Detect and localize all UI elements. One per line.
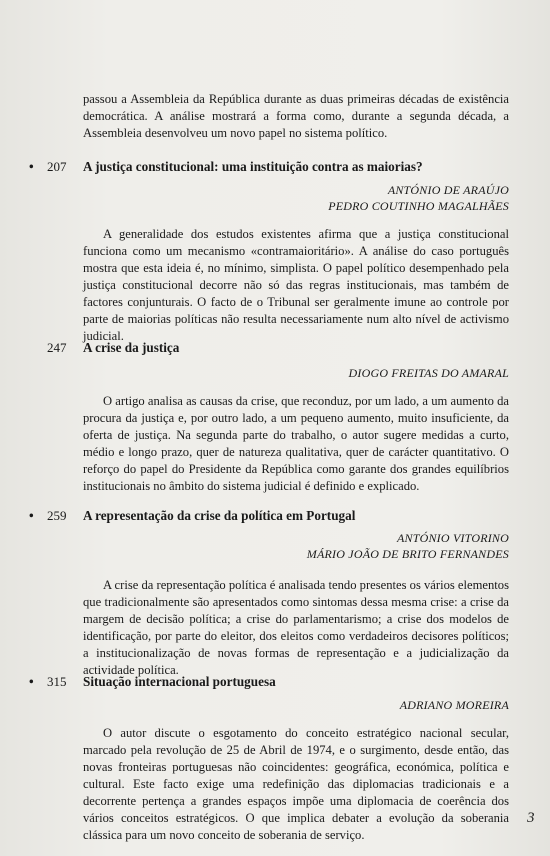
entry-heading-247	[29, 340, 509, 358]
entry-authors-315	[83, 697, 509, 713]
entry-page-number: 259	[47, 508, 67, 523]
entry-authors-207	[83, 182, 509, 214]
entry-marker: •	[29, 159, 34, 174]
entry-abstract-247: O artigo analisa as causas da crise, que reconduz, por um lado, a um aumento da procura da justiça e, por outro lado, a um pequeno aumento, muito insuficiente, da oferta de justiça. Na segunda parte do trabalho, o autor sugere medidas a curto, médio e longo prazo, quer de natureza qualitativa, quer de carácter quantitativo. O reforço do papel do Presidente da República como garante dos grandes equilíbrios institucionais no âmbito do sistema judicial é definido e explicado.	[83, 394, 509, 493]
entry-heading-259	[29, 508, 509, 526]
entry-title: A crise da justiça	[83, 340, 180, 355]
entry-page-number: 247	[47, 340, 67, 355]
author-name: DIOGO FREITAS DO AMARAL	[348, 366, 509, 380]
entry-authors-259	[83, 530, 509, 562]
entry-abstract-315: O autor discute o esgotamento do conceito estratégico nacional secular, marcado pela revolução de 25 de Abril de 1974, e o surgimento, desde então, das novas fronteiras portuguesas não coincidentes: geográfica, económica, política e cultural. Este facto exige uma redefinição das diplomacias tradicionais e a decorrente pertença a grandes espaços impõe uma diplomacia de coerência dos vários conceitos estratégicos. O que implica debater a evolução da soberania clássica para um novo conceito de soberania de serviço.	[83, 726, 509, 842]
entry-marker: •	[29, 674, 34, 689]
entry-marker: •	[29, 508, 34, 523]
entry-page-number: 315	[47, 674, 67, 689]
author-name: ANTÓNIO DE ARAÚJO	[387, 183, 509, 197]
entry-title: A representação da crise da política em Portugal	[83, 508, 356, 523]
intro-paragraph: passou a Assembleia da República durante as duas primeiras décadas de existência democrática. A análise mostrará a forma como, durante a segunda década, a Assembleia desenvolveu um novo papel no sistema político.	[83, 92, 509, 140]
entry-abstract-259: A crise da representação política é analisada tendo presentes os vários elementos que tradicionalmente são apresentados como sintomas dessa mesma crise: a crise da margem de decisão política; a crise do parlamentarismo; a crise dos modelos de identificação, por parte do eleitor, dos eleitos como verdadeiros decisores políticos; a institucionalização de novas formas de representação e a judicialização da actividade política.	[83, 578, 509, 677]
entry-heading-315	[29, 674, 509, 692]
entry-heading-207	[29, 159, 509, 177]
author-name: MÁRIO JOÃO DE BRITO FERNANDES	[306, 547, 509, 561]
entry-abstract-207: A generalidade dos estudos existentes afirma que a justiça constitucional funciona como um mecanismo «contramaioritário». A análise do caso português mostra que esta ideia é, no mínimo, simplista. O papel político desempenhado pela justiça constitucional decorre não só das regras institucionais, mas também de factores conjunturais. O facto de o Tribunal ser geralmente imune ao controle por parte de maiorias políticas não resulta necessariamente num alto nível de activismo judicial.	[83, 227, 509, 343]
author-name: PEDRO COUTINHO MAGALHÃES	[328, 199, 509, 213]
author-name: ANTÓNIO VITORINO	[397, 531, 509, 545]
author-name: ADRIANO MOREIRA	[399, 698, 509, 712]
entry-page-number: 207	[47, 159, 67, 174]
entry-title: A justiça constitucional: uma instituição contra as maiorias?	[83, 159, 423, 174]
page-number: 3	[527, 810, 535, 826]
entry-title: Situação internacional portuguesa	[83, 674, 276, 689]
entry-authors-247	[83, 365, 509, 381]
